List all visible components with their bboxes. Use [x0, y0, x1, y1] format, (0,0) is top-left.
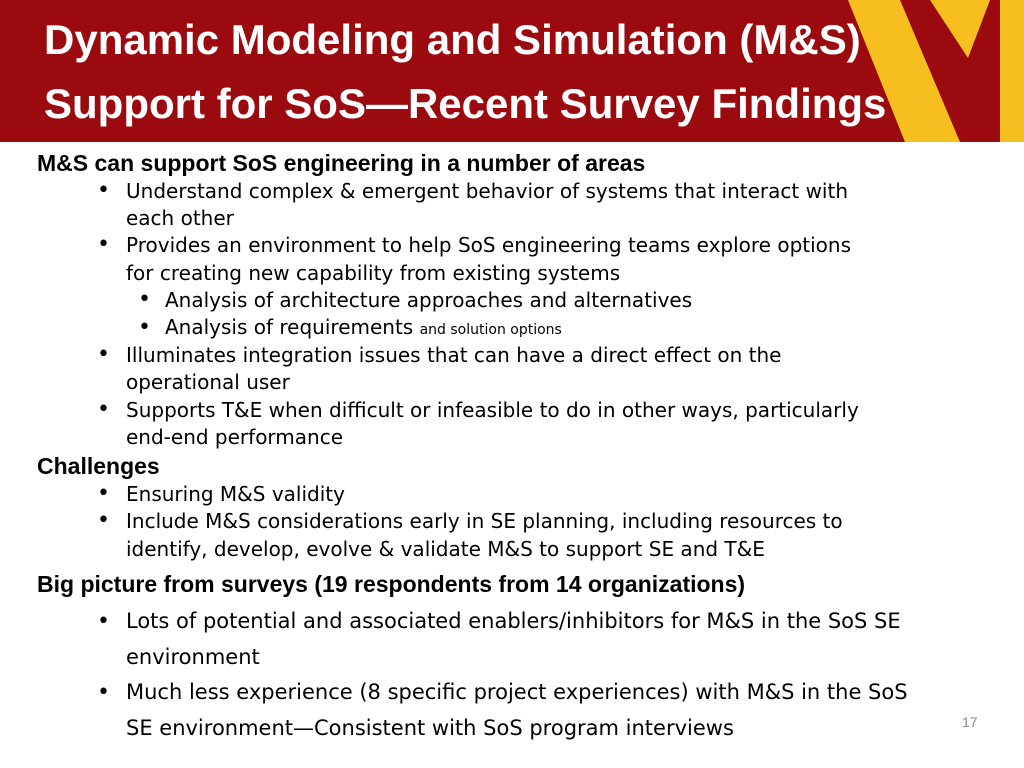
sub-bullet-icon: • — [138, 287, 151, 312]
bullet-icon: • — [97, 232, 110, 257]
bullet-text: Lots of potential and associated enablers/inhibitors for M&S in the SoS SE — [126, 609, 901, 633]
sub-bullet-main: Analysis of requirements — [165, 315, 414, 339]
bullet-text: Much less experience (8 specific project experiences) with M&S in the SoS — [126, 680, 908, 704]
bullet-icon: • — [97, 342, 110, 367]
bullet-icon: • — [97, 680, 110, 705]
bullet-text: Supports T&E when difficult or infeasible to do in other ways, particularly — [126, 398, 859, 422]
bullet-icon: • — [97, 481, 110, 506]
sub-bullet-text: Analysis of architecture approaches and alternatives — [165, 288, 693, 312]
bullet-text: Understand complex & emergent behavior of systems that interact with — [126, 179, 849, 203]
sub-bullet-text — [165, 315, 562, 339]
sub-bullet-suffix: and solution options — [419, 322, 562, 338]
bullet-text: Provides an environment to help SoS engineering teams explore options — [126, 233, 851, 257]
bullet-text: operational user — [126, 370, 290, 394]
slide-title-line-2: Support for SoS—Recent Survey Findings — [44, 80, 887, 127]
bullet-icon: • — [97, 397, 110, 422]
slide-title-line-1: Dynamic Modeling and Simulation (M&S) — [44, 16, 861, 63]
bullet-icon: • — [97, 609, 110, 634]
section-heading: M&S can support SoS engineering in a number of areas — [37, 150, 646, 176]
bullet-icon: • — [97, 508, 110, 533]
section-heading: Challenges — [37, 453, 160, 479]
bullet-text: environment — [126, 645, 260, 669]
bullet-text: for creating new capability from existing systems — [126, 261, 621, 285]
bullet-text: each other — [126, 206, 234, 230]
bullet-text: Illuminates integration issues that can have a direct effect on the — [126, 343, 782, 367]
sub-bullet-icon: • — [138, 315, 151, 340]
page-number: 17 — [962, 714, 978, 730]
section-heading: Big picture from surveys (19 respondents from 14 organizations) — [37, 571, 746, 597]
bullet-text: end-end performance — [126, 425, 344, 449]
bullet-text: Include M&S considerations early in SE planning, including resources to — [126, 509, 843, 533]
bullet-text: Ensuring M&S validity — [126, 482, 345, 506]
bullet-text: SE environment—Consistent with SoS program interviews — [126, 716, 734, 740]
bullet-text: identify, develop, evolve & validate M&S to support SE and T&E — [126, 537, 765, 561]
bullet-icon: • — [97, 178, 110, 203]
